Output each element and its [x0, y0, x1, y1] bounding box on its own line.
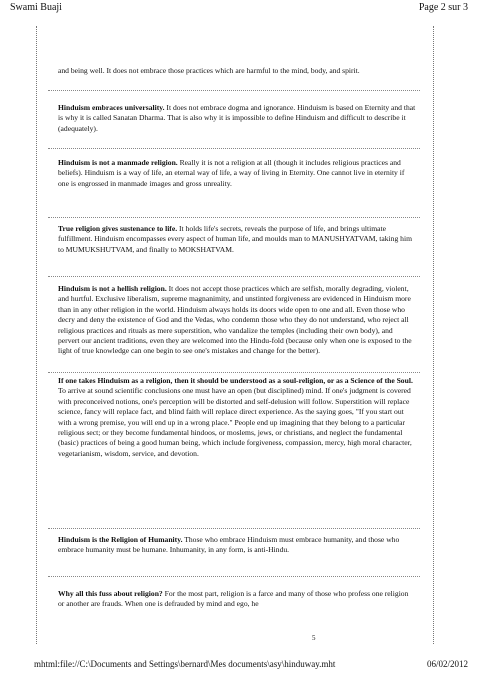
paragraph-body: It does not embrace dogma and ignorance. Hinduism is based on Eternity and that is why it is called Sanatan Dharma. That is also why it is impossible to define Hinduism and difficult to describe it (adequately).: [58, 103, 416, 133]
paragraph-body: It does not accept those practices which are selfish, morally degrading, violent, and hurtful. Exclusive liberalism, supreme magnanimity, and unstinted forgiveness are evidenced in Hinduism more than in any other religion in the world. Hinduism always holds its doors wide open to one and all. Even those who decry and deny the existence of God and the Vedas, who condemn those who they do not understand, who reject all religious practices and rituals as mere superstition, who vandalize the temples (including their own body), and pervert our ancient traditions, even they are welcomed into the Hindu-fold (because only when one is exposed to the light of true knowledge can one begin to see one's mistakes and change for the better).: [58, 284, 412, 356]
paragraph: [58, 284, 416, 357]
paragraph-heading: Hinduism is not a manmade religion.: [58, 158, 178, 167]
paragraph-separator: [48, 372, 420, 373]
footer-file-path: mhtml:file://C:\Documents and Settings\bernard\Mes documents\asy\hinduway.mht: [34, 659, 336, 669]
header-author: Swami Buaji: [10, 2, 62, 13]
paragraph: [58, 158, 416, 189]
paragraph-separator: [48, 217, 420, 218]
paragraph: [58, 535, 416, 556]
paragraph-body: It holds life's secrets, reveals the purpose of life, and brings ultimate fulfillment. Hinduism encompasses every aspect of human life, and moulds man to MANUSHYATVAM, taking him to MUMUKSHUTVAM, and finally to MOKSHATVAM.: [58, 224, 412, 254]
paragraph: [58, 103, 416, 134]
paragraph-body: For the most part, religion is a farce and many of those who profess one religion or another are frauds. When one is defrauded by mind and ego, he: [58, 589, 409, 609]
paragraph-separator: [48, 276, 420, 277]
paragraph-separator: [48, 576, 420, 577]
paragraph: [58, 224, 416, 255]
paragraph-separator: [48, 90, 420, 91]
paragraph-heading: If one takes Hinduism as a religion, then it should be understood as a soul-religion, or as a Science of the Soul.: [58, 376, 413, 385]
paragraph-heading: True religion gives sustenance to life.: [58, 224, 178, 233]
header-page-number: Page 2 sur 3: [418, 2, 468, 13]
paragraph-body: and being well. It does not embrace those practices which are harmful to the mind, body, and spirit.: [58, 66, 360, 75]
paragraph-body: Really it is not a religion at all (though it includes religious practices and beliefs). Hinduism is a way of life, an eternal way of life, a way of living in Eternity. One cannot live in eternity if one is engrossed in manmade images and gross unreality.: [58, 158, 405, 188]
paragraph-heading: Hinduism is not a hellish religion.: [58, 284, 167, 293]
paragraph-heading: Hinduism is the Religion of Humanity.: [58, 535, 183, 544]
paragraph-heading: Hinduism embraces universality.: [58, 103, 165, 112]
footer-date: 06/02/2012: [426, 659, 468, 669]
paragraph-body: Those who embrace Hinduism must embrace humanity, and those who embrace humanity must be humane. Inhumanity, in any form, is anti-Hindu.: [58, 535, 400, 555]
paragraph: [58, 589, 416, 610]
paragraph-separator: [48, 528, 420, 529]
paragraph-separator: [48, 148, 420, 149]
paragraph: [58, 376, 416, 459]
paragraph-heading: Why all this fuss about religion?: [58, 589, 163, 598]
paragraph-body: To arrive at sound scientific conclusions one must have an open (but disciplined) mind. If one's judgment is covered with preconceived notions, one's perception will be distorted and self-delusion will follow. Superstition will replace science, fancy will replace fact, and blind faith will replace direct experience. As the saying goes, "If you start out with a wrong premise, you will end up in a wrong place." People end up imagining that they belong to a particular religious sect; or they become fundamental hindoos, or moslems, jews, or christians, and neglect the fundamental (basic) practices of being a good human being, which include forgiveness, compassion, mercy, high moral character, vegetarianism, wisdom, service, and devotion.: [58, 386, 412, 458]
page-mark: 5: [312, 634, 316, 642]
paragraph: [58, 66, 416, 76]
